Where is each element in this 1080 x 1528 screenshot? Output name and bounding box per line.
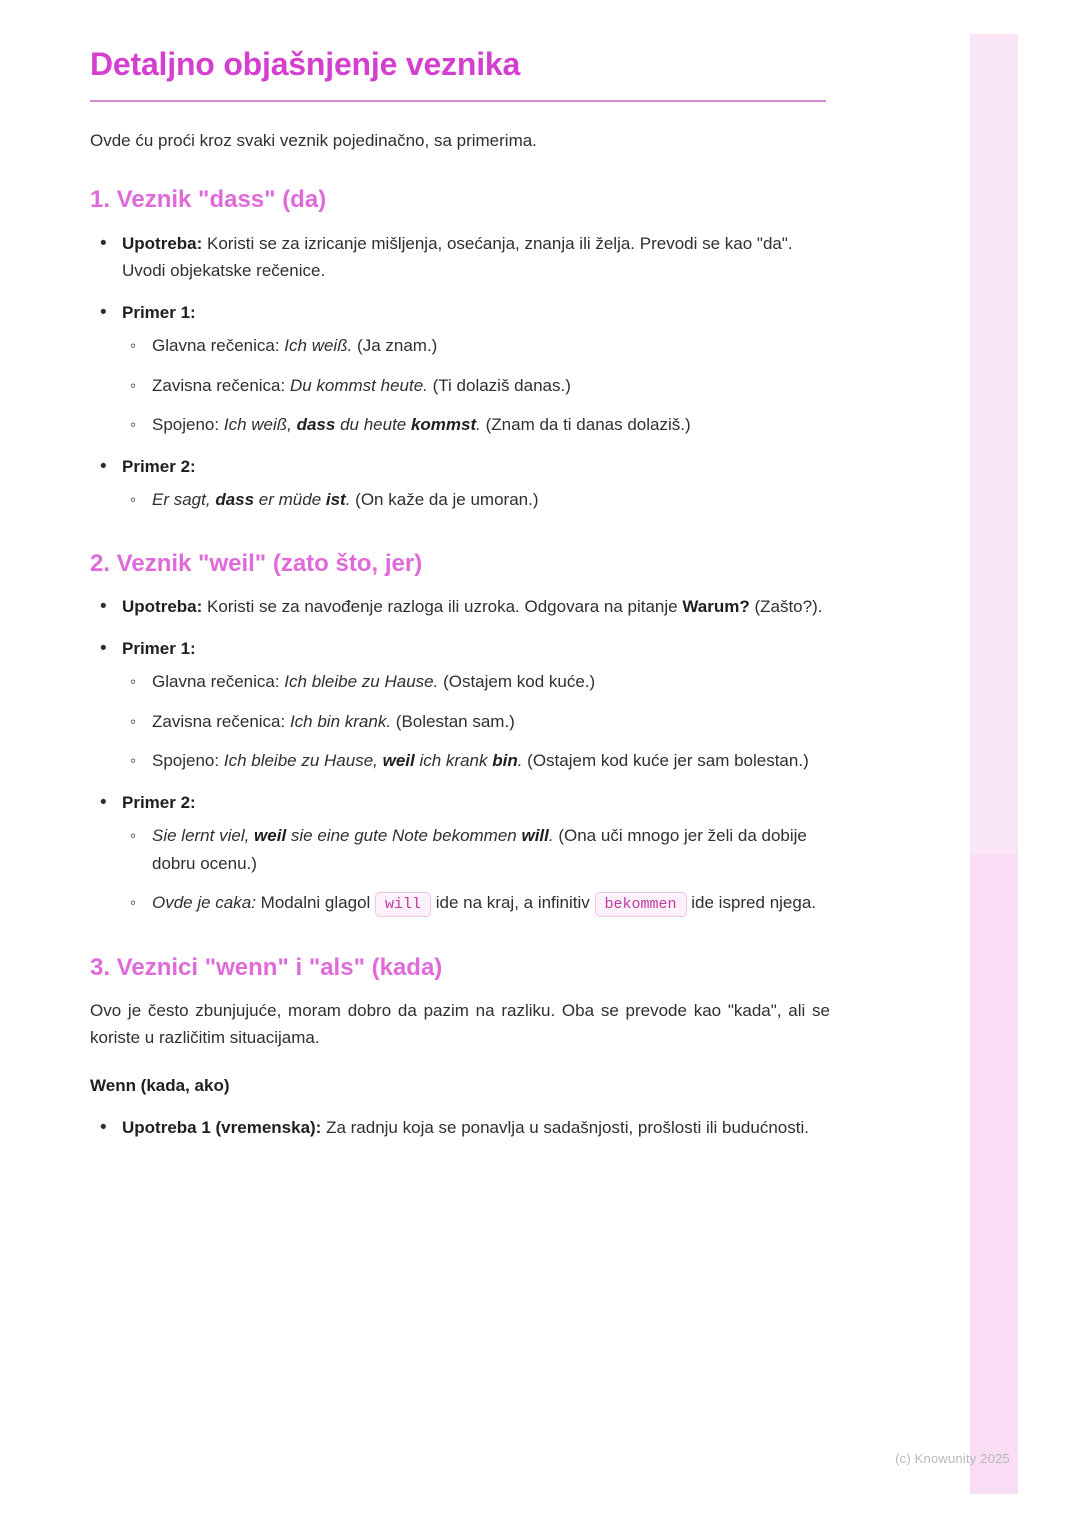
- verb-highlight: ist: [325, 490, 346, 510]
- conjunction-highlight: dass: [215, 490, 255, 510]
- usage-text: (Zašto?).: [749, 596, 823, 616]
- list-item: [122, 668, 830, 696]
- list-item: [122, 822, 830, 877]
- german-phrase: sie eine gute Note bekommen: [286, 826, 522, 846]
- note-text: ide na kraj, a infinitiv: [431, 893, 595, 913]
- translation: (Ostajem kod kuće jer sam bolestan.): [522, 751, 809, 771]
- usage-text: Koristi se za izricanje mišljenja, osećanja, znanja ili želja. Prevodi se kao "da". Uvodi objekatske rečenice.: [122, 233, 793, 281]
- german-phrase: du heute: [335, 415, 411, 435]
- german-phrase: Du kommst heute.: [289, 375, 428, 395]
- german-phrase: .: [345, 490, 351, 510]
- verb-highlight: bin: [492, 751, 518, 771]
- list-item: [90, 789, 830, 918]
- german-phrase: er müde: [254, 490, 326, 510]
- clause-label: Spojeno:: [152, 415, 224, 435]
- section-heading-3: 3. Veznici "wenn" i "als" (kada): [90, 953, 443, 981]
- german-phrase: ich krank: [414, 751, 493, 771]
- verb-highlight: will: [521, 826, 549, 846]
- list-item: [90, 1114, 830, 1142]
- example-sublist: [122, 668, 830, 775]
- list-item: [122, 332, 830, 360]
- question-word: Warum?: [682, 596, 750, 616]
- german-phrase: .: [476, 415, 481, 435]
- list-item: [122, 747, 830, 775]
- example-label: Primer 2:: [122, 456, 196, 476]
- usage-label: Upotreba:: [122, 596, 203, 616]
- example-sublist: [122, 822, 830, 917]
- example-sublist: [122, 486, 830, 514]
- example-sublist: [122, 332, 830, 439]
- german-phrase: Ich weiß.: [284, 336, 353, 356]
- list-item: [122, 486, 830, 514]
- translation: (Ostajem kod kuće.): [438, 672, 596, 692]
- clause-label: Zavisna rečenica:: [152, 711, 290, 731]
- list-item: [90, 453, 830, 514]
- german-phrase: .: [548, 826, 554, 846]
- example-label: Primer 2:: [122, 792, 196, 812]
- translation: (Znam da ti danas dolaziš.): [480, 415, 691, 435]
- note-label: Ovde je caka:: [152, 893, 256, 913]
- code-chip-bekommen: bekommen: [595, 892, 687, 917]
- usage-label: Upotreba:: [122, 233, 203, 253]
- german-phrase: Er sagt,: [152, 490, 216, 510]
- translation: (On kaže da je umoran.): [350, 490, 539, 510]
- document-content: [90, 44, 830, 1155]
- german-phrase: Sie lernt viel,: [152, 826, 255, 846]
- conjunction-highlight: dass: [296, 415, 336, 435]
- verb-highlight: kommst: [410, 415, 477, 435]
- clause-label: Zavisna rečenica:: [152, 375, 290, 395]
- example-label: Primer 1:: [122, 638, 196, 658]
- usage-text: Za radnju koja se ponavlja u sadašnjosti, prošlosti ili budućnosti.: [321, 1117, 809, 1137]
- section-1-list: [90, 230, 830, 514]
- translation: (Ti dolaziš danas.): [427, 375, 571, 395]
- german-phrase: Ich bin krank.: [289, 711, 392, 731]
- list-item: [90, 635, 830, 775]
- list-item: [90, 593, 830, 621]
- intro-paragraph: Ovde ću proći kroz svaki veznik pojedinačno, sa primerima.: [90, 131, 537, 150]
- note-text: Modalni glagol: [255, 893, 376, 913]
- usage-text: Koristi se za navođenje razloga ili uzroka. Odgovara na pitanje: [202, 596, 683, 616]
- conjunction-highlight: weil: [382, 751, 415, 771]
- usage-label: Upotreba 1 (vremenska):: [122, 1117, 322, 1137]
- section-3-paragraph: Ovo je često zbunjujuće, moram dobro da pazim na razliku. Oba se prevode kao "kada", ali se koriste u različitim situacijama.: [90, 1000, 830, 1048]
- list-item: [90, 230, 830, 285]
- section-3-list: [90, 1114, 830, 1142]
- german-phrase: Ich bleibe zu Hause.: [284, 672, 439, 692]
- translation: (Ona uči mnogo jer želi da dobije dobru ocenu.): [152, 826, 807, 873]
- page-title: Detaljno objašnjenje veznika: [90, 46, 521, 82]
- watermark: (c) Knowunity 2025: [895, 1451, 1010, 1466]
- clause-label: Glavna rečenica:: [152, 672, 285, 692]
- list-item: [122, 411, 830, 439]
- section-heading-2: 2. Veznik "weil" (zato što, jer): [90, 549, 423, 577]
- translation: (Ja znam.): [352, 336, 438, 356]
- section-2-list: [90, 593, 830, 918]
- page-side-band-upper: [970, 34, 1018, 854]
- code-chip-will: will: [375, 892, 431, 917]
- german-phrase: Ich weiß,: [223, 415, 297, 435]
- german-phrase: Ich bleibe zu Hause,: [223, 751, 383, 771]
- subheading-wenn: Wenn (kada, ako): [90, 1075, 230, 1095]
- clause-label: Glavna rečenica:: [152, 336, 285, 356]
- translation: (Bolestan sam.): [391, 711, 515, 731]
- conjunction-highlight: weil: [254, 826, 287, 846]
- list-item: [122, 708, 830, 736]
- title-divider: [90, 100, 826, 102]
- section-heading-1: 1. Veznik "dass" (da): [90, 186, 327, 214]
- note-text: ide ispred njega.: [686, 893, 817, 913]
- list-item: [122, 372, 830, 400]
- clause-label: Spojeno:: [152, 751, 224, 771]
- list-item: [90, 299, 830, 439]
- german-phrase: .: [517, 751, 523, 771]
- list-item: [122, 889, 830, 917]
- example-label: Primer 1:: [122, 302, 196, 322]
